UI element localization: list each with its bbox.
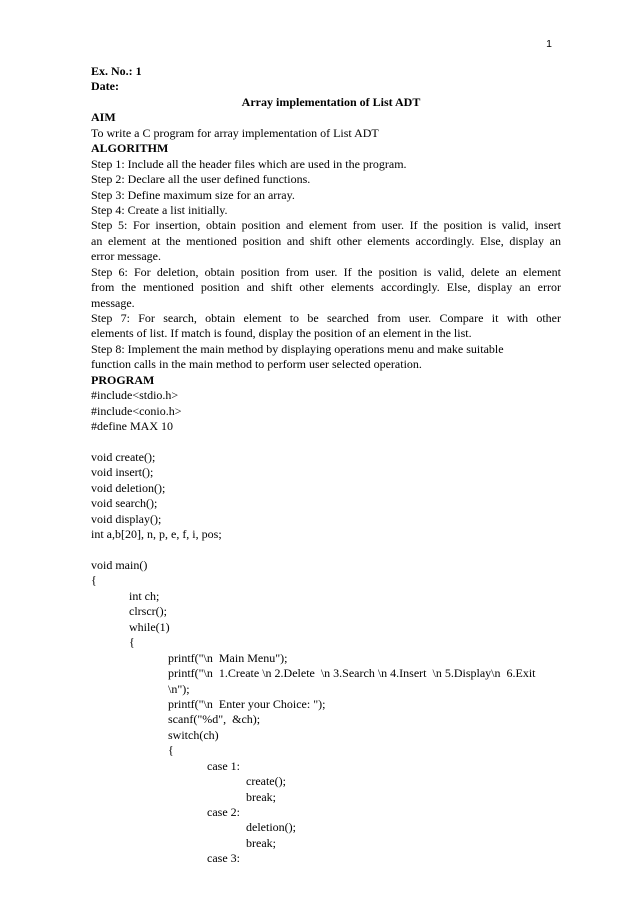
exercise-number: Ex. No.: 1 <box>91 64 142 78</box>
algorithm-step-5-line-2: an element at the mentioned position and shift other elements accordingly. Else, display an <box>91 233 561 248</box>
algorithm-step-3: Step 3: Define maximum size for an array. <box>91 187 295 202</box>
code-brace-open: { <box>168 743 174 758</box>
aim-text: To write a C program for array implementation of List ADT <box>91 125 379 140</box>
code-include-stdio: #include<stdio.h> <box>91 388 179 403</box>
code-proto-insert: void insert(); <box>91 465 154 480</box>
algorithm-step-1: Step 1: Include all the header files which are used in the program. <box>91 156 407 171</box>
code-brace-open: { <box>129 635 135 650</box>
code-main-signature: void main() <box>91 558 148 572</box>
blank-line <box>91 435 561 450</box>
code-proto-display: void display(); <box>91 511 162 526</box>
code-globals: int a,b[20], n, p, e, f, i, pos; <box>91 527 222 542</box>
blank-line <box>91 543 561 558</box>
code-call-create: create(); <box>246 774 286 789</box>
algorithm-step-5-line-3: error message. <box>91 249 161 264</box>
code-proto-search: void search(); <box>91 496 158 511</box>
code-define-max: #define MAX 10 <box>91 419 173 434</box>
program-heading: PROGRAM <box>91 372 155 387</box>
code-printf-options: printf("\n 1.Create \n 2.Delete \n 3.Search \n 4.Insert \n 5.Display\n 6.Exit <box>168 666 536 681</box>
page-content <box>91 64 561 867</box>
code-proto-deletion: void deletion(); <box>91 480 166 495</box>
code-case-2: case 2: <box>207 805 240 819</box>
algorithm-step-6-line-3: message. <box>91 295 135 310</box>
code-call-deletion: deletion(); <box>246 820 296 835</box>
date-label: Date: <box>91 79 119 94</box>
code-printf-options-cont: \n"); <box>168 681 190 696</box>
code-proto-create: void create(); <box>91 449 156 464</box>
exercise-title: Array implementation of List ADT <box>241 94 421 109</box>
code-include-conio: #include<conio.h> <box>91 403 182 418</box>
algorithm-step-6-line-2: from the mentioned position and shift other elements accordingly. Else, display an error <box>91 280 561 295</box>
code-clrscr: clrscr(); <box>129 604 167 619</box>
code-break: break; <box>246 835 276 850</box>
algorithm-step-8-line-2: function calls in the main method to perform user selected operation. <box>91 357 422 372</box>
code-case-3: case 3: <box>207 851 240 866</box>
aim-heading: AIM <box>91 110 116 125</box>
code-while: while(1) <box>129 619 170 634</box>
algorithm-heading: ALGORITHM <box>91 141 169 156</box>
algorithm-step-5-line-1: Step 5: For insertion, obtain position and element from user. If the position is valid, insert <box>91 218 561 233</box>
algorithm-step-4: Step 4: Create a list initially. <box>91 202 228 217</box>
page-number: 1 <box>546 38 552 50</box>
algorithm-step-7-line-2: elements of list. If match is found, display the position of an element in the list. <box>91 326 472 341</box>
code-scanf: scanf("%d", &ch); <box>168 712 261 727</box>
algorithm-step-8-line-1: Step 8: Implement the main method by displaying operations menu and make suitable <box>91 341 504 356</box>
code-printf-menu: printf("\n Main Menu"); <box>168 650 288 665</box>
algorithm-step-7-line-1: Step 7: For search, obtain element to be searched from user. Compare it with other <box>91 311 561 325</box>
algorithm-step-6-line-1: Step 6: For deletion, obtain position from user. If the position is valid, delete an element <box>91 264 561 279</box>
code-switch: switch(ch) <box>168 727 219 742</box>
code-printf-choice: printf("\n Enter your Choice: "); <box>168 696 326 711</box>
code-case-1: case 1: <box>207 758 240 773</box>
code-int-ch: int ch; <box>129 588 160 603</box>
algorithm-step-2: Step 2: Declare all the user defined functions. <box>91 172 311 187</box>
code-brace-open: { <box>91 573 97 588</box>
code-break: break; <box>246 789 276 804</box>
